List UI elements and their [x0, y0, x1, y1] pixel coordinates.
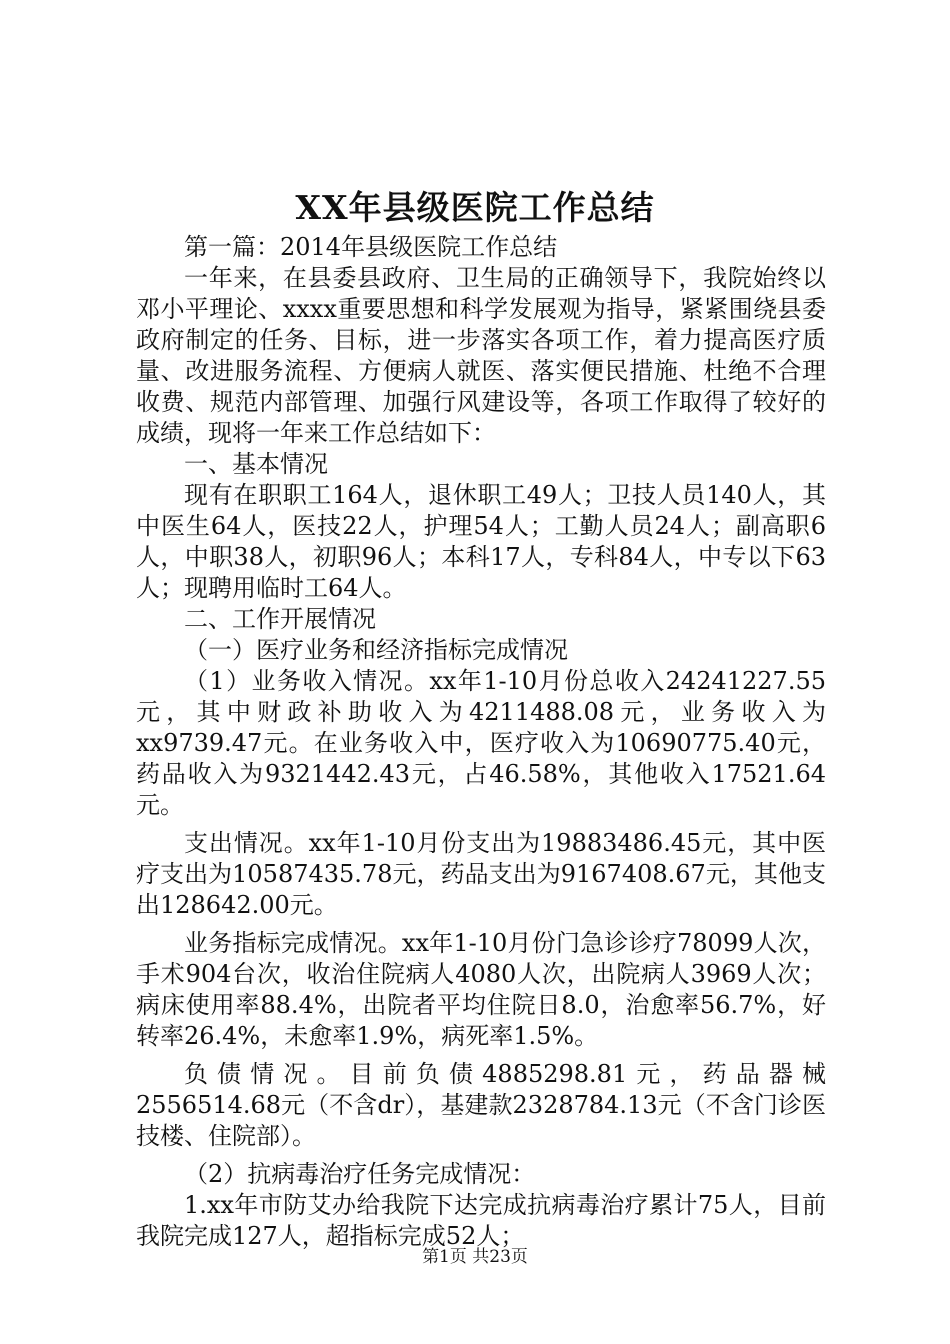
section-heading: 一、基本情况 — [184, 450, 328, 478]
document-title: XX年县级医院工作总结 — [295, 188, 655, 227]
subsection-heading: （一）医疗业务和经济指标完成情况 — [184, 636, 568, 664]
income-paragraph: （1）业务收入情况。xx年1-10月份总收入24241227.55元，其中财政补助收入为4211488.08元，业务收入为xx9739.47元。在业务收入中，医疗收入为10690775.40元，药品收入为9321442.43元，占46.58%，其他收入17521.64元。 — [136, 667, 826, 819]
section-heading: 二、工作开展情况 — [184, 605, 376, 633]
intro-paragraph: 一年来，在县委县政府、卫生局的正确领导下，我院始终以邓小平理论、xxxx重要思想和科学发展观为指导，紧紧围绕县委政府制定的任务、目标，进一步落实各项工作，着力提高医疗质量、改进服务流程、方便病人就医、落实便民措施、杜绝不合理收费、规范内部管理、加强行风建设等，各项工作取得了较好的成绩，现将一年来工作总结如下： — [136, 264, 826, 447]
staff-paragraph: 现有在职职工164人，退休职工49人；卫技人员140人，其中医生64人，医技22人，护理54人；工勤人员24人；副高职6人，中职38人，初职96人；本科17人，专科84人，中专以下63人；现聘用临时工64人。 — [136, 481, 826, 602]
indicators-paragraph: 业务指标完成情况。xx年1-10月份门急诊诊疗78099人次，手术904台次，收治住院病人4080人次，出院病人3969人次；病床使用率88.4%，出院者平均住院日8.0，治愈率56.7%，好转率26.4%，未愈率1.9%，病死率1.5%。 — [136, 929, 826, 1050]
antiviral-paragraph: 1.xx年市防艾办给我院下达完成抗病毒治疗累计75人，目前我院完成127人，超指标完成52人； — [136, 1191, 826, 1250]
debt-paragraph: 负债情况。目前负债4885298.81元，药品器械2556514.68元（不含dr），基建款2328784.13元（不含门诊医技楼、住院部）。 — [136, 1060, 826, 1150]
page-footer: 第1页 共23页 — [422, 1247, 528, 1267]
subsection-heading: （2）抗病毒治疗任务完成情况： — [184, 1160, 536, 1188]
expense-paragraph: 支出情况。xx年1-10月份支出为19883486.45元，其中医疗支出为10587435.78元，药品支出为9167408.67元，其他支出128642.00元。 — [136, 829, 826, 919]
document-body — [136, 232, 826, 1252]
section-heading: 第一篇：2014年县级医院工作总结 — [184, 233, 558, 261]
